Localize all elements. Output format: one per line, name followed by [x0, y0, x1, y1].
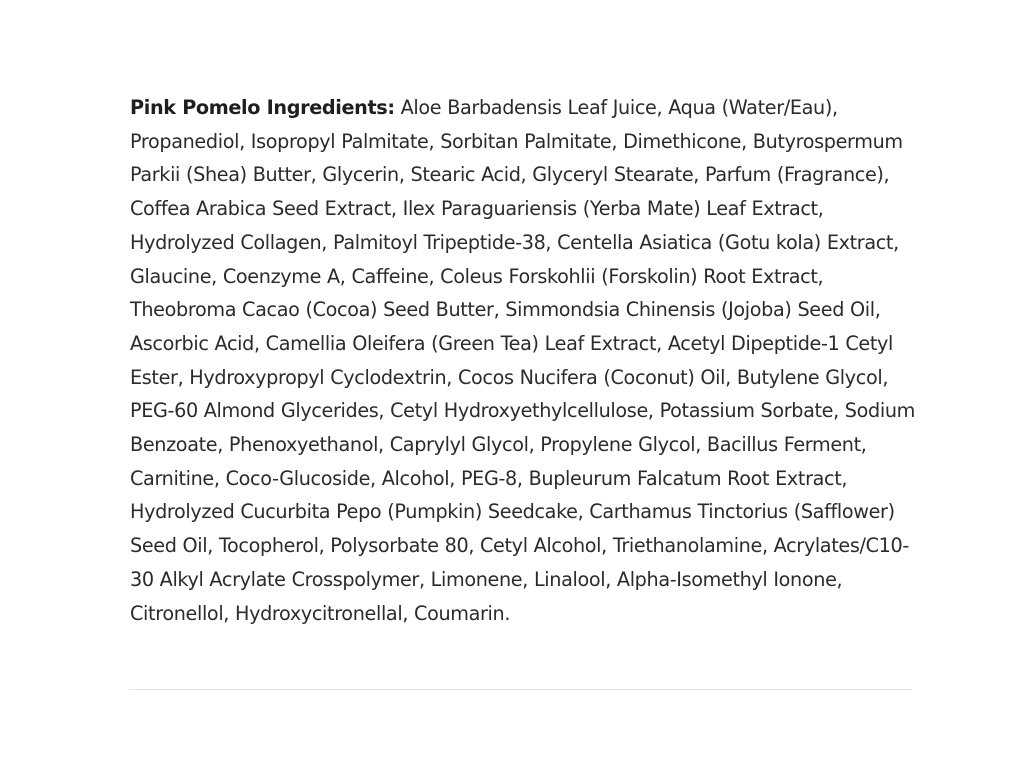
ingredients-paragraph [130, 91, 920, 630]
ingredients-list: Aloe Barbadensis Leaf Juice, Aqua (Water/Eau), Propanediol, Isopropyl Palmitate, Sorbitan Palmitate, Dimethicone, Butyrospermum Parkii (Shea) Butter, Glycerin, Stearic Acid, Glyceryl Stearate, Parfum (Fragrance), Coffea Arabica Seed Extract, Ilex Paraguariensis (Yerba Mate) Leaf Extract, Hydrolyzed Collagen, Palmitoyl Tripeptide-38, Centella Asiatica (Gotu kola) Extract, Glaucine, Coenzyme A, Caffeine, Coleus Forskohlii (Forskolin) Root Extract, Theobroma Cacao (Cocoa) Seed Butter, Simmondsia Chinensis (Jojoba) Seed Oil, Ascorbic Acid, Camellia Oleifera (Green Tea) Leaf Extract, Acetyl Dipeptide-1 Cetyl Ester, Hydroxypropyl Cyclodextrin, Cocos Nucifera (Coconut) Oil, Butylene Glycol, PEG-60 Almond Glycerides, Cetyl Hydroxyethylcellulose, Potassium Sorbate, Sodium Benzoate, Phenoxyethanol, Caprylyl Glycol, Propylene Glycol, Bacillus Ferment, Carnitine, Coco-Glucoside, Alcohol, PEG-8, Bupleurum Falcatum Root Extract, Hydrolyzed Cucurbita Pepo (Pumpkin) Seedcake, Carthamus Tinctorius (Safflower) Seed Oil, Tocopherol, Polysorbate 80, Cetyl Alcohol, Triethanolamine, Acrylates/C10-30 Alkyl Acrylate Crosspolymer, Limonene, Linalool, Alpha-Isomethyl Ionone, Citronellol, Hydroxycitronellal, Coumarin. [130, 96, 915, 625]
ingredients-label: Pink Pomelo Ingredients: [130, 96, 395, 119]
section-divider [129, 689, 912, 690]
